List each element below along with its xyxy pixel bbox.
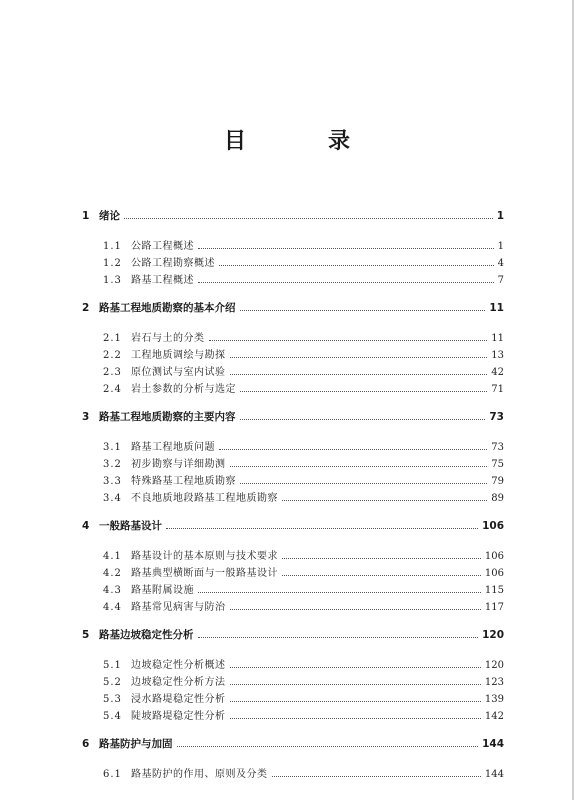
dot-leader <box>230 667 481 668</box>
toc-section-entry[interactable] <box>82 673 504 690</box>
section-page-number: 73 <box>491 442 504 453</box>
chapter-page-number: 106 <box>482 520 504 532</box>
section-number: 3.4 <box>103 493 122 504</box>
section-page-number: 142 <box>484 711 504 722</box>
section-number: 1.1 <box>103 241 122 252</box>
chapter-title: 绪论 <box>99 210 120 222</box>
dot-leader <box>177 746 479 747</box>
section-page-number: 1 <box>497 241 504 252</box>
section-number: 2.2 <box>103 350 122 361</box>
section-title: 边坡稳定性分析概述 <box>131 660 226 671</box>
chapter-spacer <box>82 615 504 627</box>
toc-section-entry[interactable] <box>82 489 504 506</box>
section-page-number: 89 <box>491 493 504 504</box>
chapter-title: 路基工程地质勘察的主要内容 <box>99 411 236 423</box>
chapter-spacer <box>82 506 504 518</box>
section-page-number: 4 <box>497 258 504 269</box>
page-title: 目 录 <box>223 129 380 154</box>
section-number: 3.3 <box>103 476 122 487</box>
section-title: 公路工程概述 <box>131 241 194 252</box>
section-number: 5.3 <box>103 694 122 705</box>
chapter-page-number: 1 <box>496 210 504 222</box>
chapter-page-number: 11 <box>489 302 504 314</box>
section-number: 4.3 <box>103 585 122 596</box>
section-page-number: 42 <box>491 367 504 378</box>
dot-leader <box>230 374 488 375</box>
toc-section-entry[interactable] <box>82 380 504 397</box>
section-spacer <box>82 753 504 765</box>
toc-section-entry[interactable] <box>82 690 504 707</box>
dot-leader <box>230 701 481 702</box>
dot-leader <box>282 575 481 576</box>
dot-leader <box>230 718 481 719</box>
chapter-page-number: 120 <box>482 629 504 641</box>
section-page-number: 106 <box>484 551 504 562</box>
toc-section-entry[interactable] <box>82 656 504 673</box>
dot-leader <box>272 776 481 777</box>
chapter-number: 5 <box>82 629 90 641</box>
toc-section-entry[interactable] <box>82 581 504 598</box>
section-number: 5.4 <box>103 711 122 722</box>
section-page-number: 117 <box>484 602 504 613</box>
chapter-number: 2 <box>82 302 90 314</box>
section-number: 6.1 <box>103 769 122 780</box>
dot-leader <box>230 357 488 358</box>
toc-section-entry[interactable] <box>82 455 504 472</box>
section-page-number: 7 <box>497 275 504 286</box>
chapter-number: 4 <box>82 520 90 532</box>
toc-chapter-entry[interactable] <box>82 300 504 317</box>
dot-leader <box>240 419 486 420</box>
toc-section-entry[interactable] <box>82 346 504 363</box>
section-number: 1.2 <box>103 258 122 269</box>
chapter-title: 路基边坡稳定性分析 <box>99 629 194 641</box>
section-number: 5.1 <box>103 660 122 671</box>
toc-section-entry[interactable] <box>82 472 504 489</box>
section-number: 2.4 <box>103 384 122 395</box>
toc-chapter-entry[interactable] <box>82 627 504 644</box>
dot-leader <box>230 466 488 467</box>
section-title: 浸水路堤稳定性分析 <box>131 694 226 705</box>
section-title: 路基工程地质问题 <box>131 442 215 453</box>
dot-leader <box>198 592 481 593</box>
toc-section-entry[interactable] <box>82 363 504 380</box>
toc-chapter-entry[interactable] <box>82 736 504 753</box>
section-number: 3.1 <box>103 442 122 453</box>
chapter-spacer <box>82 724 504 736</box>
section-title: 路基典型横断面与一般路基设计 <box>131 568 278 579</box>
toc-section-entry[interactable] <box>82 707 504 724</box>
section-title: 初步勘察与详细勘测 <box>131 459 226 470</box>
dot-leader <box>230 684 481 685</box>
toc-section-entry[interactable] <box>82 438 504 455</box>
dot-leader <box>282 558 481 559</box>
toc-section-entry[interactable] <box>82 598 504 615</box>
section-page-number: 13 <box>491 350 504 361</box>
section-title: 特殊路基工程地质勘察 <box>131 476 236 487</box>
section-title: 公路工程勘察概述 <box>131 258 215 269</box>
section-number: 3.2 <box>103 459 122 470</box>
chapter-page-number: 73 <box>489 411 504 423</box>
section-spacer <box>82 644 504 656</box>
toc-section-entry[interactable] <box>82 329 504 346</box>
dot-leader <box>198 282 494 283</box>
dot-leader <box>282 500 487 501</box>
toc-section-entry[interactable] <box>82 271 504 288</box>
section-title: 路基防护的作用、原则及分类 <box>131 769 268 780</box>
dot-leader <box>230 609 481 610</box>
toc-section-entry[interactable] <box>82 765 504 782</box>
chapter-page-number: 144 <box>482 738 504 750</box>
section-title: 路基工程概述 <box>131 275 194 286</box>
toc-section-entry[interactable] <box>82 564 504 581</box>
section-page-number: 106 <box>484 568 504 579</box>
section-page-number: 79 <box>491 476 504 487</box>
chapter-number: 3 <box>82 411 90 423</box>
chapter-spacer <box>82 397 504 409</box>
section-page-number: 144 <box>484 769 504 780</box>
toc-section-entry[interactable] <box>82 237 504 254</box>
section-title: 边坡稳定性分析方法 <box>131 677 226 688</box>
dot-leader <box>240 483 487 484</box>
section-number: 2.3 <box>103 367 122 378</box>
dot-leader <box>166 528 478 529</box>
chapter-number: 1 <box>82 210 90 222</box>
toc-chapter-entry[interactable] <box>82 208 504 225</box>
section-spacer <box>82 426 504 438</box>
section-page-number: 115 <box>484 585 504 596</box>
section-page-number: 139 <box>484 694 504 705</box>
dot-leader <box>240 391 487 392</box>
section-title: 陡坡路堤稳定性分析 <box>131 711 226 722</box>
section-title: 工程地质调绘与勘探 <box>131 350 226 361</box>
section-spacer <box>82 535 504 547</box>
dot-leader <box>124 218 493 219</box>
section-page-number: 75 <box>491 459 504 470</box>
chapter-title: 路基防护与加固 <box>99 738 173 750</box>
section-title: 不良地质地段路基工程地质勘察 <box>131 493 278 504</box>
section-number: 4.2 <box>103 568 122 579</box>
section-spacer <box>82 317 504 329</box>
dot-leader <box>219 265 494 266</box>
section-title: 原位测试与室内试验 <box>131 367 226 378</box>
section-title: 路基常见病害与防治 <box>131 602 226 613</box>
section-page-number: 11 <box>491 333 504 344</box>
toc-chapter-entry[interactable] <box>82 409 504 426</box>
chapter-title: 路基工程地质勘察的基本介绍 <box>99 302 236 314</box>
dot-leader <box>198 637 479 638</box>
dot-leader <box>240 310 486 311</box>
dot-leader <box>209 340 488 341</box>
section-number: 5.2 <box>103 677 122 688</box>
section-title: 路基附属设施 <box>131 585 194 596</box>
section-number: 4.1 <box>103 551 122 562</box>
section-spacer <box>82 225 504 237</box>
dot-leader <box>198 248 494 249</box>
section-title: 岩土参数的分析与选定 <box>131 384 236 395</box>
section-page-number: 71 <box>491 384 504 395</box>
table-of-contents <box>82 208 504 782</box>
toc-section-entry[interactable] <box>82 547 504 564</box>
chapter-spacer <box>82 288 504 300</box>
section-number: 2.1 <box>103 333 122 344</box>
chapter-number: 6 <box>82 738 90 750</box>
section-number: 4.4 <box>103 602 122 613</box>
section-page-number: 120 <box>484 660 504 671</box>
chapter-title: 一般路基设计 <box>99 520 162 532</box>
toc-chapter-entry[interactable] <box>82 518 504 535</box>
section-title: 路基设计的基本原则与技术要求 <box>131 551 278 562</box>
dot-leader <box>219 449 487 450</box>
section-number: 1.3 <box>103 275 122 286</box>
toc-section-entry[interactable] <box>82 254 504 271</box>
section-page-number: 123 <box>484 677 504 688</box>
section-title: 岩石与土的分类 <box>131 333 205 344</box>
